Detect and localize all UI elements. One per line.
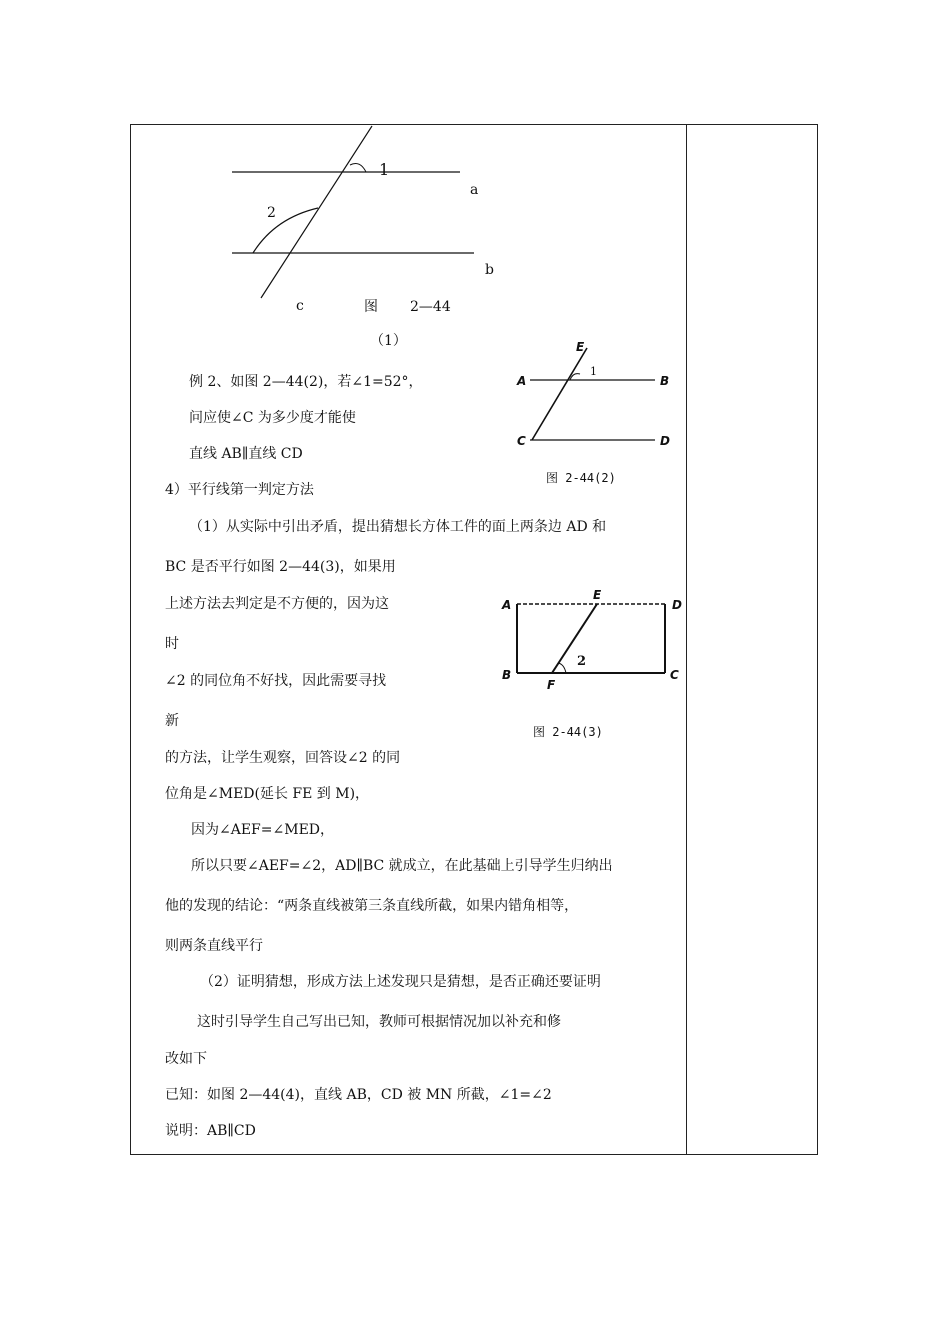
paragraph-1-line-5: ∠2 的同位角不好找，因此需要寻找 <box>165 673 387 689</box>
fig2-label-D: D <box>660 434 670 448</box>
given-statement: 已知：如图 2—44(4)，直线 AB，CD 被 MN 所截，∠1=∠2 <box>165 1087 552 1103</box>
fig3-label-C: C <box>670 668 679 682</box>
fig1-caption-sub: （1） <box>370 333 407 349</box>
paragraph-2-line-3: 改如下 <box>165 1051 207 1067</box>
fig1-label-c: c <box>296 298 304 314</box>
section-4-title: 4）平行线第一判定方法 <box>165 482 314 498</box>
prove-statement: 说明：AB∥CD <box>165 1123 256 1139</box>
paragraph-1-line-10: 所以只要∠AEF=∠2，AD∥BC 就成立，在此基础上引导学生归纳出 <box>191 858 613 874</box>
fig3-label-D: D <box>672 598 682 612</box>
paragraph-1-line-9: 因为∠AEF=∠MED， <box>191 822 335 838</box>
fig2-label-A: A <box>517 374 527 388</box>
fig2-label-1: 1 <box>590 365 597 378</box>
paragraph-2-line-1: （2）证明猜想，形成方法上述发现只是猜想，是否正确还要证明 <box>200 974 601 990</box>
fig3-label-2: 2 <box>577 654 587 669</box>
example-2-line-2: 问应使∠C 为多少度才能使 <box>189 410 356 426</box>
angle-2-arc <box>558 663 566 673</box>
fig3-label-F: F <box>547 678 556 692</box>
fig1-label-a: a <box>470 182 479 198</box>
fig3-label-E: E <box>593 588 602 602</box>
paragraph-1-line-12: 则两条直线平行 <box>165 938 263 954</box>
fig1-label-2: 2 <box>267 205 276 221</box>
paragraph-1-line-7: 的方法，让学生观察，回答设∠2 的同 <box>165 750 401 766</box>
paragraph-1-line-3: 上述方法去判定是不方便的，因为这 <box>165 596 389 612</box>
paragraph-1-line-6: 新 <box>165 713 179 729</box>
fig1-label-1: 1 <box>379 160 390 179</box>
fig2-caption: 图 2-44(2) <box>546 471 616 485</box>
fig3-caption: 图 2-44(3) <box>533 725 603 739</box>
fig1-caption-word: 图 <box>364 299 378 315</box>
paragraph-2-line-2: 这时引导学生自己写出已知，教师可根据情况加以补充和修 <box>197 1014 561 1030</box>
fig3-label-B: B <box>502 668 512 682</box>
example-2-line-3: 直线 AB∥直线 CD <box>189 446 303 462</box>
fig2-label-B: B <box>660 374 670 388</box>
fig2-label-C: C <box>517 434 526 448</box>
fig3-label-A: A <box>502 598 512 612</box>
paragraph-1-line-4: 时 <box>165 636 179 652</box>
paragraph-1-line-11: 他的发现的结论：“两条直线被第三条直线所截，如果内错角相等， <box>165 898 579 914</box>
fig1-label-b: b <box>485 262 494 278</box>
paragraph-1-line-8: 位角是∠MED(延长 FE 到 M)， <box>165 786 370 802</box>
example-2-line-1: 例 2、如图 2—44(2)，若∠1=52°， <box>189 374 423 390</box>
fig2-label-E: E <box>576 340 585 354</box>
fig1-caption-num: 2—44 <box>410 299 451 315</box>
paragraph-1-line-1: （1）从实际中引出矛盾，提出猜想长方体工件的面上两条边 AD 和 <box>189 519 607 535</box>
paragraph-1-line-2: BC 是否平行如图 2—44(3)，如果用 <box>165 559 396 575</box>
